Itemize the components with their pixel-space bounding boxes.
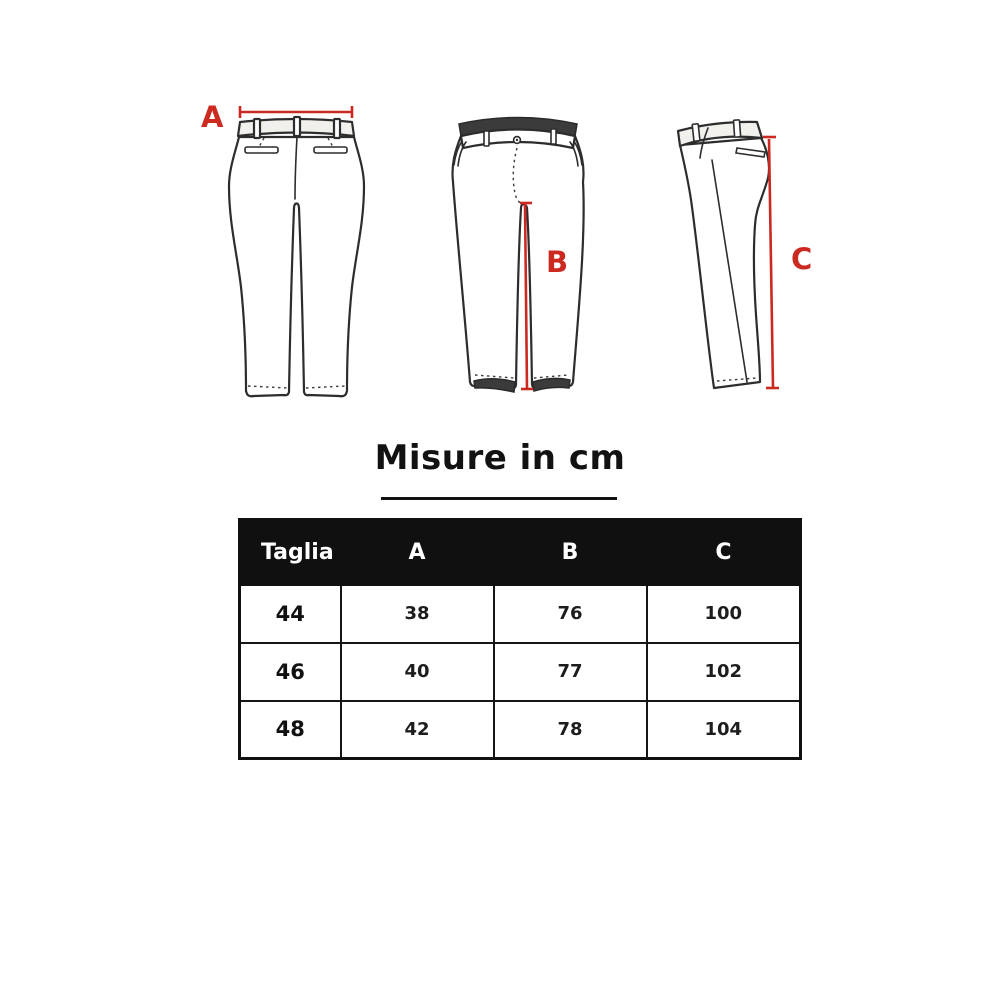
- cell-b: 76: [494, 585, 647, 643]
- pants-back-body: [229, 137, 364, 396]
- cell-b: 78: [494, 701, 647, 759]
- page-title: Misure in cm: [374, 438, 626, 478]
- hem-opening-dark: [474, 379, 515, 392]
- pants-front-view-figure: [430, 85, 640, 415]
- cell-size: 44: [240, 585, 341, 643]
- header-cell-a: A: [341, 520, 494, 585]
- cell-c: 102: [647, 643, 801, 701]
- back-pocket-left: [245, 147, 278, 153]
- table-row: [240, 701, 801, 759]
- size-table: [238, 518, 802, 760]
- measure-label-b: B: [546, 245, 569, 279]
- pants-side-body: [680, 138, 769, 388]
- cell-c: 100: [647, 585, 801, 643]
- belt-loop: [551, 129, 556, 144]
- belt-loop: [484, 131, 489, 146]
- belt-loop: [294, 117, 300, 136]
- header-cell-c: C: [647, 520, 801, 585]
- cell-a: 38: [341, 585, 494, 643]
- inseam-measure-line: [525, 204, 527, 389]
- outseam-measure-line: [769, 139, 773, 388]
- cell-a: 42: [341, 701, 494, 759]
- hem-opening-dark: [533, 378, 570, 391]
- cell-b: 77: [494, 643, 647, 701]
- belt-loop: [692, 124, 700, 142]
- header-cell-b: B: [494, 520, 647, 585]
- table-header-row: [240, 520, 801, 585]
- waist-button-dot: [516, 139, 518, 141]
- cell-a: 40: [341, 643, 494, 701]
- cell-c: 104: [647, 701, 801, 759]
- cell-size: 46: [240, 643, 341, 701]
- pants-back-view-figure: [188, 85, 400, 415]
- measure-label-c: C: [791, 242, 813, 276]
- cell-size: 48: [240, 701, 341, 759]
- measure-label-a: A: [201, 100, 224, 134]
- back-pocket-right: [314, 147, 347, 153]
- title-underline: [381, 497, 617, 500]
- header-cell-taglia: Taglia: [240, 520, 341, 585]
- belt-loop: [254, 119, 260, 138]
- pants-side-view-figure: [650, 85, 850, 415]
- table-row: [240, 585, 801, 643]
- belt-loop: [334, 119, 340, 138]
- belt-loop: [733, 120, 740, 137]
- table-row: [240, 643, 801, 701]
